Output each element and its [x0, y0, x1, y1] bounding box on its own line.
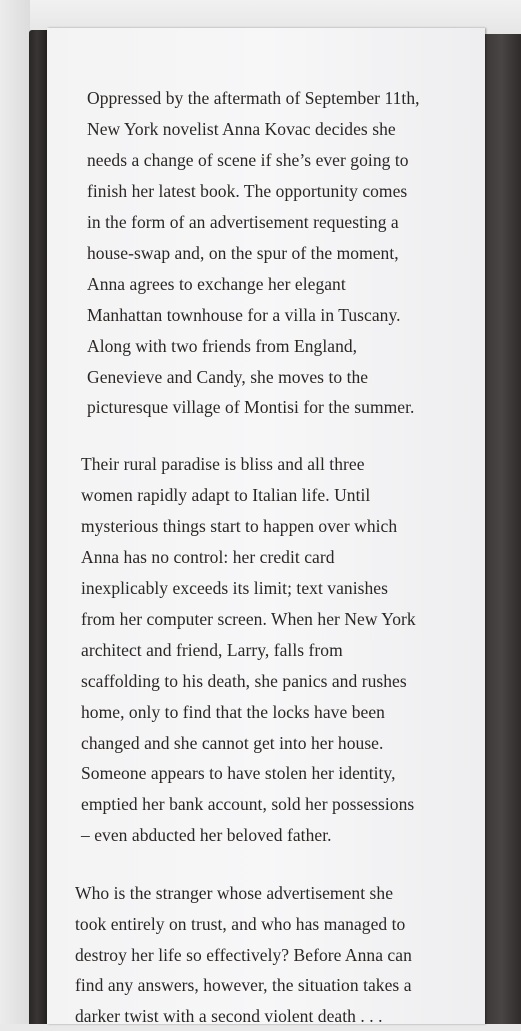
- text-line: inexplicably exceeds its limit; text vanishes: [81, 578, 388, 598]
- book-cover-left-edge: [29, 30, 49, 1024]
- text-line: Along with two friends from England,: [87, 336, 358, 356]
- text-line: Someone appears to have stolen her identity,: [81, 763, 396, 783]
- text-line: destroy her life so effectively? Before Anna can: [75, 945, 412, 965]
- text-line: Oppressed by the aftermath of September 11th,: [87, 88, 420, 108]
- text-line: women rapidly adapt to Italian life. Until: [81, 485, 371, 505]
- text-line: house-swap and, on the spur of the moment,: [87, 243, 399, 263]
- text-line: finish her latest book. The opportunity comes: [87, 181, 408, 201]
- text-line: New York novelist Anna Kovac decides she: [87, 119, 396, 139]
- text-line: changed and she cannot get into her house.: [81, 733, 384, 753]
- text-line: find any answers, however, the situation takes a: [75, 975, 412, 995]
- text-line: emptied her bank account, sold her possessions: [81, 794, 415, 814]
- book-cover-right-edge: [482, 34, 521, 1024]
- text-line: Who is the stranger whose advertisement she: [75, 883, 394, 903]
- dust-jacket-flap: [47, 28, 485, 1024]
- text-line: darker twist with a second violent death . . .: [75, 1006, 383, 1026]
- text-line: needs a change of scene if she’s ever going to: [87, 150, 409, 170]
- background-left: [0, 0, 30, 1024]
- text-line: home, only to find that the locks have been: [81, 702, 385, 722]
- text-line: architect and friend, Larry, falls from: [81, 640, 343, 660]
- text-line: Genevieve and Candy, she moves to the: [87, 367, 369, 387]
- text-line: in the form of an advertisement requesting a: [87, 212, 399, 232]
- text-line: from her computer screen. When her New York: [81, 609, 416, 629]
- text-line: Their rural paradise is bliss and all three: [81, 454, 365, 474]
- text-line: mysterious things start to happen over which: [81, 516, 398, 536]
- text-line: picturesque village of Montisi for the summer.: [87, 397, 415, 417]
- text-line: – even abducted her beloved father.: [81, 825, 332, 845]
- text-line: took entirely on trust, and who has managed to: [75, 914, 406, 934]
- text-line: Anna has no control: her credit card: [81, 547, 335, 567]
- text-line: Manhattan townhouse for a villa in Tuscany.: [87, 305, 401, 325]
- text-line: Anna agrees to exchange her elegant: [87, 274, 346, 294]
- text-line: scaffolding to his death, she panics and rushes: [81, 671, 407, 691]
